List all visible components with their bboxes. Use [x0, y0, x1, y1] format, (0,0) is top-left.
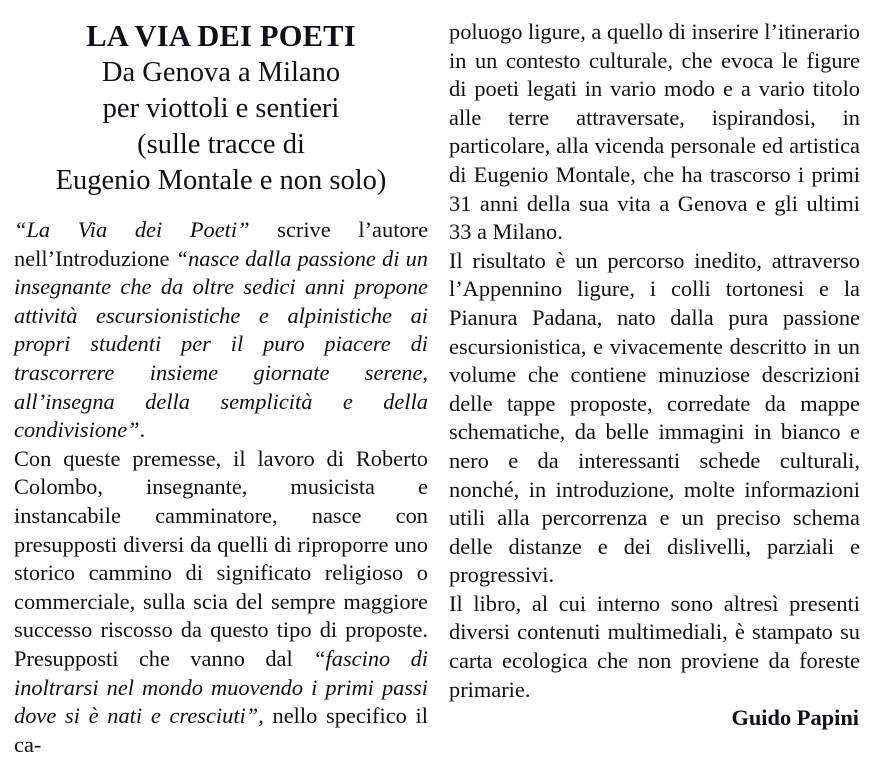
subtitle-line-1: Da Genova a Milano	[101, 57, 341, 88]
continued-paragraph: poluogo ligure, a quello di inserire l’itinerario in un contesto culturale, che evoca le figure di poeti legati in vario modo e a vario titolo alle terre attraversate, ispirandosi, in particolare, alla vicenda personale ed artistica di Eugenio Montale, che ha trascorso i primi 31 anni della sua vita a Genova e gli ultimi 33 a Milano.	[449, 19, 861, 245]
second-paragraph-quote: “fascino di inoltrarsi nel mondo muovendo i primi passi dove si è nati e cresciuti”	[14, 645, 428, 729]
right-column	[436, 0, 871, 733]
intro-lead-text: scrive l’autore nell’Introduzione	[14, 217, 429, 271]
fourth-paragraph: Il libro, al cui interno sono altresì presenti diversi contenuti multimediali, è stampato su carta ecologica che non proviene da foreste primarie.	[449, 590, 860, 702]
subtitle-block	[14, 55, 428, 199]
subtitle-line-2: per viottoli e sentieri	[102, 93, 340, 124]
second-paragraph-part-one: Con queste premesse, il lavoro di Roberto Colombo, insegnante, musicista e instancabile camminatore, nasce con presupposti diversi da quelli di riproporre uno storico cammino di significato religioso o commerciale, sulla scia del sempre maggiore successo riscosso da questo tipo di proposte. Presupposti che vanno dal	[14, 445, 428, 671]
intro-quote-title: “La Via dei Poeti”	[14, 217, 250, 242]
page-title: LA VIA DEI POETI	[86, 19, 356, 53]
author-byline: Guido Papini	[731, 705, 859, 731]
intro-quote-body: “nasce dalla passione di un insegnante che da oltre sedici anni propone attività escursionistiche e alpinistiche ai propri studenti per il puro piacere di trascorrere insieme giornate serene, all’insegna della semplicità e della condivisione”	[14, 245, 429, 443]
subtitle-line-3: (sulle tracce di	[137, 129, 305, 160]
intro-tail-text: .	[139, 417, 146, 443]
intro-paragraph	[14, 216, 428, 445]
subtitle-line-4: Eugenio Montale e non solo)	[55, 165, 387, 196]
second-paragraph-part-two: , nello specifico il ca-	[14, 703, 428, 757]
third-paragraph: Il risultato è un percorso inedito, attraverso l’Appennino ligure, i colli tortonesi e la Pianura Padana, nato dalla pura passione escursionistica, e vivacemente descritto in un volume che contiene minuziose descrizioni delle tappe proposte, corredate da mappe schematiche, da belle immagini in bianco e nero e da interessanti schede culturali, nonché, in introduzione, molte informazioni utili alla percorrenza e un preciso schema delle distanze e dei dislivelli, parziali e progressivi.	[449, 247, 860, 588]
second-paragraph	[14, 445, 428, 760]
left-column	[0, 0, 436, 759]
